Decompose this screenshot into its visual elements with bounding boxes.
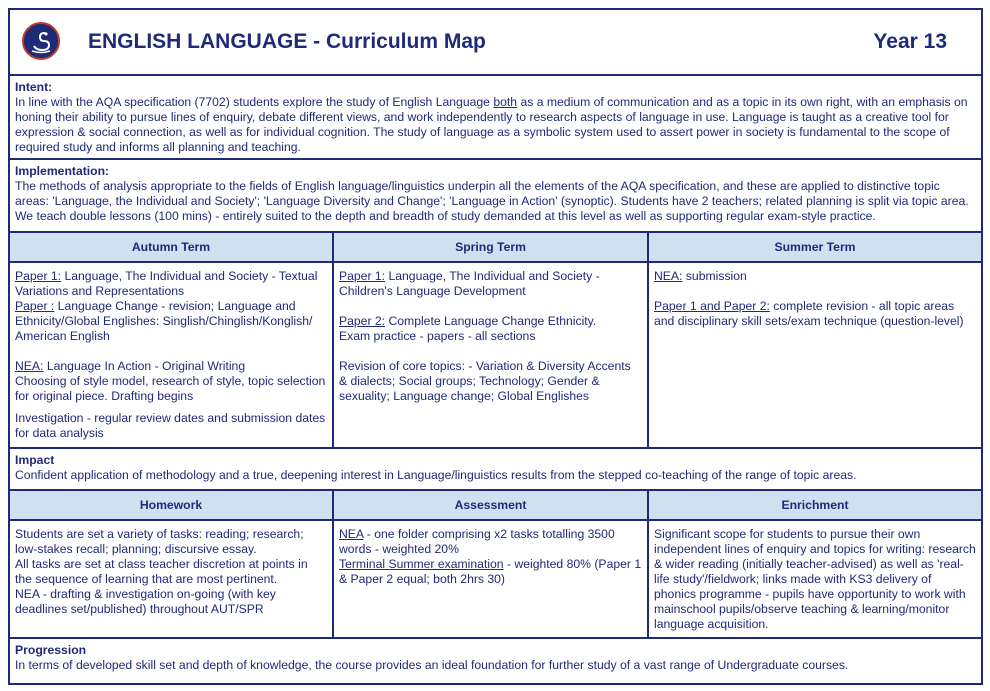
terms-header-row [10, 233, 981, 263]
curriculum-map [8, 8, 983, 685]
progression-section [10, 639, 981, 683]
summer-term-content [649, 263, 981, 447]
assessment-heading: Assessment [334, 491, 649, 519]
autumn-paper2: Paper : Language Change - revision; Language and Ethnicity/Global Englishes: Singlish/Chinglish/Konglish/ American English [15, 299, 313, 343]
progression-text: In terms of developed skill set and depth of knowledge, the course provides an ideal foundation for further study of a vast range of Undergraduate courses. [15, 658, 849, 672]
swan-crest-icon [22, 22, 60, 60]
intent-heading: Intent: [15, 80, 53, 94]
autumn-term-heading: Autumn Term [10, 233, 334, 261]
implementation-heading: Implementation: [15, 164, 110, 178]
autumn-nea-detail: Choosing of style model, research of style, topic selection for original piece. Drafting begins [15, 374, 326, 403]
assessment-nea: NEA - one folder comprising x2 tasks totalling 3500 words - weighted 20% [339, 527, 615, 556]
enrichment-heading: Enrichment [649, 491, 981, 519]
autumn-paper1: Paper 1: Language, The Individual and Society - Textual Variations and Representations [15, 269, 318, 298]
summer-term-heading: Summer Term [649, 233, 981, 261]
assessment-exam: Terminal Summer examination - weighted 80% (Paper 1 & Paper 2 equal; both 2hrs 30) [339, 557, 642, 586]
impact-section [10, 449, 981, 491]
implementation-section [10, 160, 981, 233]
year-label: Year 13 [873, 30, 947, 53]
autumn-nea: NEA: Language In Action - Original Writing [15, 359, 246, 373]
intent-text: In line with the AQA specification (7702) students explore the study of English Language both as a medium of communication and as a topic in its own right, with an emphasis on honing their ability to pursue lines of enquiry, debate different views, and work independently to research aspects of language in use. Language is taught as a creative tool for expression & social connection, as well as for individual cognition. The study of language as a symbolic system used to assert power in society is fundamental to the scope of required study and informs all planning and teaching. [15, 95, 968, 154]
homework-heading: Homework [10, 491, 334, 519]
page-title: ENGLISH LANGUAGE - Curriculum Map [88, 30, 486, 53]
impact-heading: Impact [15, 453, 55, 467]
hae-header-row [10, 491, 981, 521]
homework-line-2: All tasks are set at class teacher discretion at points in the sequence of learning that are most pertinent. [15, 557, 308, 586]
summer-nea: NEA: submission [654, 269, 747, 283]
homework-line-3: NEA - drafting & investigation on-going (with key deadlines set/published) throughout AUT/SPR [15, 587, 276, 616]
intent-section [10, 76, 981, 160]
enrichment-text: Significant scope for students to pursue their own independent lines of enquiry and topics for writing: research & wider reading (initially teacher-advised) as well as 'real-life study'/fieldwork; links made with KS3 delivery of phonics programme - pupils have opportunity to work with mainschool pupils/observe teaching & learning/monitor language acquisition. [654, 527, 976, 631]
spring-term-heading: Spring Term [334, 233, 649, 261]
homework-content [10, 521, 334, 637]
impact-text: Confident application of methodology and a true, deepening interest in Language/linguistics results from the stepped co-teaching of the range of topic areas. [15, 468, 857, 482]
terms-body-row [10, 263, 981, 449]
spring-exam-practice: Exam practice - papers - all sections [339, 329, 536, 343]
assessment-content [334, 521, 649, 637]
page-header [10, 10, 981, 76]
spring-revision: Revision of core topics: - Variation & Diversity Accents & dialects; Social groups; Technology; Gender & sexuality; Language change; Global Englishes [339, 359, 631, 403]
homework-line-1: Students are set a variety of tasks: reading; research; low-stakes recall; planning; discursive essay. [15, 527, 304, 556]
enrichment-content [649, 521, 981, 637]
spring-paper1: Paper 1: Language, The Individual and Society - Children's Language Development [339, 269, 600, 298]
hae-body-row [10, 521, 981, 639]
spring-term-content [334, 263, 649, 447]
autumn-term-content [10, 263, 334, 447]
progression-heading: Progression [15, 643, 87, 657]
autumn-investigation: Investigation - regular review dates and submission dates for data analysis [15, 411, 326, 440]
implementation-text: The methods of analysis appropriate to the fields of English language/linguistics underpin all the elements of the AQA specification, and these are applied to distinctive topic areas: 'Language, the Individual and Society'; 'Language Diversity and Change'; 'Language in Action' (synoptic). Students have 2 teachers; related planning is split via topic area. We teach double lessons (100 mins) - entirely suited to the depth and breadth of study demanded at this level as well as supporting regular exam-style practice. [15, 179, 969, 223]
summer-papers: Paper 1 and Paper 2: complete revision - all topic areas and disciplinary skill sets/exam technique (question-level) [654, 299, 964, 328]
spring-paper2: Paper 2: Complete Language Change Ethnicity. [339, 314, 597, 328]
